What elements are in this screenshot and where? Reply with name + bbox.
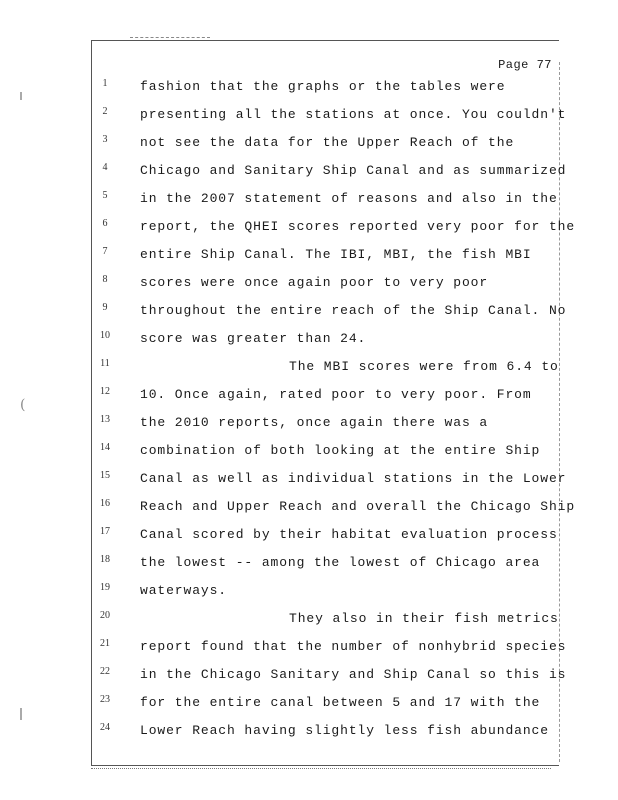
line-number-margin-rule bbox=[91, 40, 92, 765]
line-number: 17 bbox=[100, 526, 110, 537]
line-text: The MBI scores were from 6.4 to bbox=[289, 359, 559, 374]
line-text: report, the QHEI scores reported very poor for the bbox=[140, 219, 576, 234]
line-text: fashion that the graphs or the tables were bbox=[140, 79, 506, 94]
line-number: 22 bbox=[100, 666, 110, 677]
transcript-line bbox=[95, 466, 567, 494]
transcript-line bbox=[95, 634, 567, 662]
transcript-line bbox=[95, 550, 555, 578]
transcript-line bbox=[95, 606, 559, 634]
scan-mark-icon bbox=[20, 708, 22, 720]
line-number: 18 bbox=[100, 554, 110, 565]
transcript-line bbox=[95, 662, 567, 690]
line-text: not see the data for the Upper Reach of the bbox=[140, 135, 515, 150]
line-number: 13 bbox=[100, 414, 110, 425]
line-number: 3 bbox=[102, 134, 108, 145]
line-number: 2 bbox=[102, 106, 108, 117]
line-text: the 2010 reports, once again there was a bbox=[140, 415, 489, 430]
line-number: 8 bbox=[102, 274, 108, 285]
line-number: 21 bbox=[100, 638, 110, 649]
line-text: score was greater than 24. bbox=[140, 331, 367, 346]
line-number: 10 bbox=[100, 330, 110, 341]
page-border-bottom bbox=[91, 765, 559, 766]
line-text: throughout the entire reach of the Ship Canal. No bbox=[140, 303, 567, 318]
scan-mark-icon bbox=[20, 92, 22, 100]
transcript-line bbox=[95, 438, 555, 466]
line-number: 20 bbox=[100, 610, 110, 621]
page-border-top bbox=[91, 40, 559, 41]
line-number: 14 bbox=[100, 442, 110, 453]
line-text: They also in their fish metrics bbox=[289, 611, 559, 626]
line-number: 19 bbox=[100, 582, 110, 593]
transcript-line bbox=[95, 102, 567, 130]
transcript-line bbox=[95, 354, 559, 382]
line-text: Chicago and Sanitary Ship Canal and as summarized bbox=[140, 163, 567, 178]
transcript-line bbox=[95, 326, 555, 354]
line-text: entire Ship Canal. The IBI, MBI, the fish MBI bbox=[140, 247, 532, 262]
line-text: in the 2007 statement of reasons and also in the bbox=[140, 191, 558, 206]
line-number: 24 bbox=[100, 722, 110, 733]
page-number: Page 77 bbox=[498, 58, 552, 72]
transcript-line bbox=[95, 242, 555, 270]
line-text: waterways. bbox=[140, 583, 228, 598]
transcript-line bbox=[95, 158, 567, 186]
line-text: Canal as well as individual stations in the Lower bbox=[140, 471, 567, 486]
line-text: presenting all the stations at once. You couldn't bbox=[140, 107, 567, 122]
transcript-line bbox=[95, 718, 555, 746]
line-number: 5 bbox=[102, 190, 108, 201]
transcript-line bbox=[95, 382, 555, 410]
line-number: 6 bbox=[102, 218, 108, 229]
line-number: 1 bbox=[102, 78, 108, 89]
line-number: 9 bbox=[102, 302, 108, 313]
line-text: in the Chicago Sanitary and Ship Canal so this is bbox=[140, 667, 567, 682]
transcript-line bbox=[95, 410, 555, 438]
line-text: scores were once again poor to very poor bbox=[140, 275, 489, 290]
transcript-line bbox=[95, 522, 558, 550]
line-number: 4 bbox=[102, 162, 108, 173]
transcript-line bbox=[95, 130, 555, 158]
line-text: for the entire canal between 5 and 17 with the bbox=[140, 695, 541, 710]
line-number: 12 bbox=[100, 386, 110, 397]
binding-hole-mark-icon: ( bbox=[20, 397, 26, 413]
transcript-line bbox=[95, 270, 555, 298]
transcript-line bbox=[95, 186, 558, 214]
line-number: 15 bbox=[100, 470, 110, 481]
transcript-line bbox=[95, 578, 555, 606]
line-number: 11 bbox=[100, 358, 110, 369]
line-text: Canal scored by their habitat evaluation process bbox=[140, 527, 558, 542]
scan-artifact-bottom bbox=[91, 768, 551, 769]
transcript-line bbox=[95, 214, 576, 242]
line-number: 16 bbox=[100, 498, 110, 509]
line-text: combination of both looking at the entire Ship bbox=[140, 443, 541, 458]
scan-artifact-top bbox=[130, 37, 210, 38]
line-text: the lowest -- among the lowest of Chicago area bbox=[140, 555, 541, 570]
line-text: Reach and Upper Reach and overall the Chicago Ship bbox=[140, 499, 576, 514]
transcript-body bbox=[95, 74, 576, 746]
line-text: Lower Reach having slightly less fish abundance bbox=[140, 723, 549, 738]
transcript-line bbox=[95, 298, 567, 326]
line-number: 23 bbox=[100, 694, 110, 705]
transcript-line bbox=[95, 690, 555, 718]
line-number: 7 bbox=[102, 246, 108, 257]
line-text: report found that the number of nonhybrid species bbox=[140, 639, 567, 654]
transcript-line bbox=[95, 494, 576, 522]
transcript-line bbox=[95, 74, 555, 102]
line-text: 10. Once again, rated poor to very poor. From bbox=[140, 387, 532, 402]
